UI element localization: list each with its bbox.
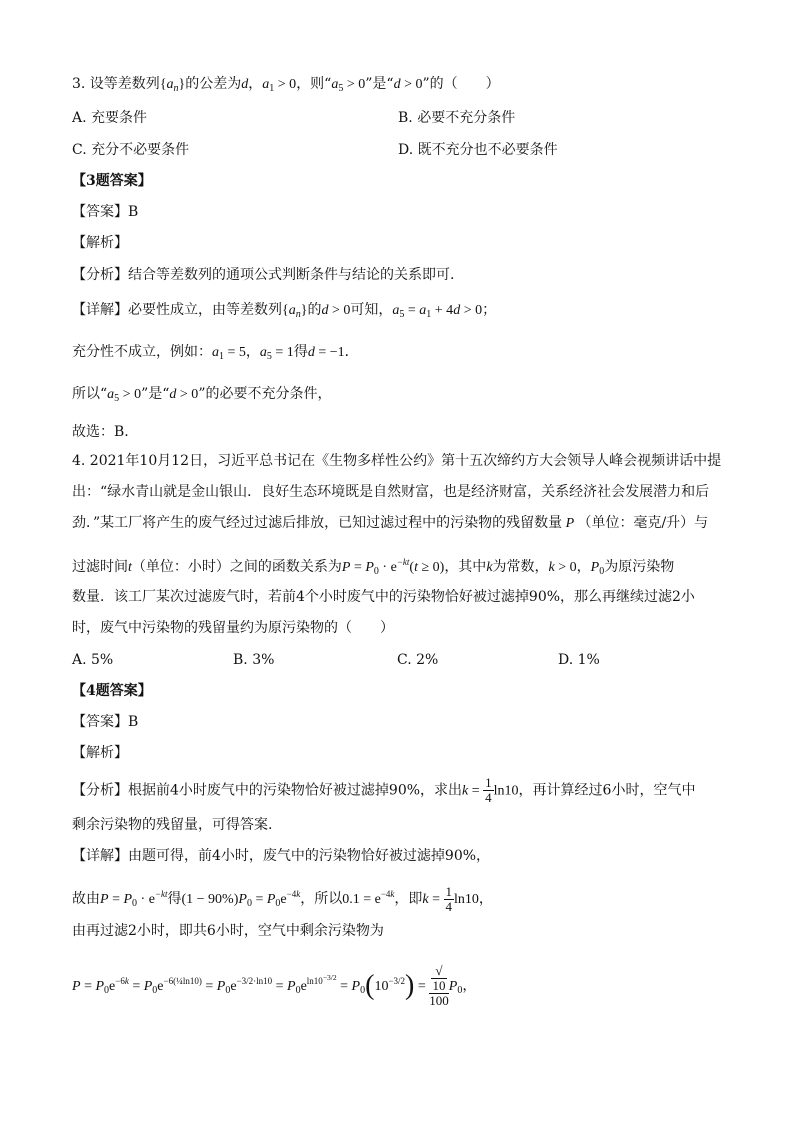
q3-option-a: A. 充要条件 <box>72 110 148 126</box>
q4-gu-text-a: 故由 <box>72 891 100 907</box>
q3-option-d: D. 既不充分也不必要条件 <box>398 142 558 158</box>
q3-concl-text-c: ”的必要不充分条件， <box>198 386 332 402</box>
q3-sufficiency: 充分性不成立，例如：$a_1 = 5$，$a_5 = 1$得d = −1． <box>72 344 359 362</box>
q3-conclusion: 所以“$a_5 > 0$”是“d > 0”的必要不充分条件， <box>72 386 332 404</box>
q4-analysis: 【分析】根据前4小时废气中的污染物恰好被过滤掉90%，求出k = $\frac{1}{4}$ ln10，再计算经过6小时，空气中 <box>72 775 696 805</box>
q4-option-c: C. 2% <box>397 652 439 668</box>
q4-stem-line6: 时，废气中污染物的残留量约为原污染物的（ ） <box>72 620 394 636</box>
q4-option-a: A. 5% <box>72 652 114 668</box>
q4-gu-text-e: ， <box>478 891 493 907</box>
q3-concl-text-a: 所以“ <box>72 386 108 402</box>
q3-options-row2 <box>72 140 722 160</box>
q3-answer: 【答案】B <box>72 204 139 220</box>
q3-stem-text-b: 的公差为 <box>185 76 242 92</box>
q4-analysis-heading: 【解析】 <box>72 745 128 761</box>
q3-analysis: 【分析】结合等差数列的通项公式判断条件与结论的关系即可. <box>72 267 455 283</box>
q3-stem: 3. 设等差数列$\{a_n\}$的公差为d，$a_1 > 0$，则“$a_5 > 0$”是“d > 0”的（ ） <box>72 76 500 94</box>
q3-detail-text-d: ； <box>482 302 497 318</box>
q4-l4-text-c: ，其中 <box>444 559 487 575</box>
q4-l4-text-e: ， <box>576 559 591 575</box>
q3-suff-text-d: ． <box>344 344 359 360</box>
q4-option-b: B. 3% <box>233 652 275 668</box>
q4-detail: 【详解】由题可得，前4小时，废气中的污染物恰好被过滤掉90%， <box>72 848 491 864</box>
q4-fx-text-b: ，再计算经过6小时，空气中 <box>518 782 696 799</box>
q4-stem-line3: 劲．”某工厂将产生的废气经过过滤后排放，已知过滤过程中的污染物的残留数量 P （单位：毫克/升）与 <box>72 515 709 531</box>
q4-final-end: ， <box>462 978 477 994</box>
q4-analysis-cont: 剩余污染物的残留量，可得答案. <box>72 817 273 833</box>
q3-option-c: C. 充分不必要条件 <box>72 142 190 158</box>
q3-detail-text-c: 可知， <box>350 302 393 318</box>
q4-stem-line5: 数量．该工厂某次过滤废气时，若前4个小时废气中的污染物恰好被过滤掉90%，那么再继续过滤2小 <box>72 589 695 605</box>
q4-l3-text-b: （单位：毫克/升）与 <box>577 515 709 531</box>
fraction-one-quarter-2: $\frac{1}{4}$ <box>445 883 453 914</box>
q3-suff-text-c: 得 <box>293 344 308 360</box>
q4-answer-heading: 【4题答案】 <box>72 683 152 699</box>
q3-option-b: B. 必要不充分条件 <box>398 110 516 126</box>
q4-stem-line2: 出：“绿水青山就是金山银山．良好生态环境既是自然财富，也是经济财富，关系经济社会发展潜力和后 <box>72 484 710 500</box>
q3-stem-text-c: ， <box>248 76 263 92</box>
q4-option-d: D. 1% <box>558 652 600 668</box>
q4-derivation: 故由$P = P_0 \cdot e^{-kt}$得$(1 - 90\%)P_0 = P_0e^{-4k}$，所以$0.1 = e^{-4k}$，即k = $\frac{1}{4}$ ln10， <box>72 883 493 914</box>
fraction-sqrt10-over-100: √ 10 100 <box>429 963 449 1008</box>
q4-fx-text-a: 【分析】根据前4小时废气中的污染物恰好被过滤掉90%，求出 <box>72 782 463 799</box>
q3-answer-heading: 【3题答案】 <box>72 173 152 189</box>
q4-answer: 【答案】B <box>72 714 139 730</box>
q4-final-formula: $P = P_0e^{-6k} = P_0e^{-6(\frac{1}{4}ln10)} = P_0e^{-3/2\cdot ln10} = P_0e^{ln10^{-3/2}} = P_0(10^{-3/2})$ = √ 10 100 $P_0$， <box>72 963 477 1008</box>
q3-stem-text: 3. 设等差数列 <box>72 76 160 92</box>
q4-gu-text-d: ，即 <box>394 891 423 907</box>
q3-stem-text-e: ”是“ <box>365 76 394 92</box>
q3-detail-text-b: 的 <box>307 302 322 318</box>
q4-stem-line1: 4. 2021年10月12日，习近平总书记在《生物多样性公约》第十五次缔约方大会领导人峰会视频讲话中提 <box>72 453 722 469</box>
q3-detail: 【详解】必要性成立，由等差数列$\{a_n\}$的d > 0可知，$a_5 = a_1 + 4d > 0$； <box>72 302 497 320</box>
q3-analysis-heading: 【解析】 <box>72 235 128 251</box>
q3-stem-text-d: ，则“ <box>296 76 332 92</box>
q3-concl-text-b: ”是“ <box>141 386 170 402</box>
q3-stem-text-f: ”的（ ） <box>422 76 500 92</box>
fraction-one-quarter: $\frac{1}{4}$ <box>485 775 492 805</box>
q3-choice: 故选：B. <box>72 424 129 440</box>
q3-detail-text-a: 【详解】必要性成立，由等差数列 <box>72 302 282 318</box>
q4-gu-text-b: 得 <box>167 891 182 907</box>
q4-options <box>72 650 722 670</box>
q4-remaining-intro: 由再过滤2小时，即共6小时，空气中剩余污染物为 <box>72 923 384 939</box>
q4-stem-line4: 过滤时间t（单位：小时）之间的函数关系为$P = P_0 \cdot e^{-kt}(t \ge 0)$，其中k为常数，k > 0，$P_0$为原污染物 <box>72 557 675 577</box>
q4-l4-text-b: （单位：小时）之间的函数关系为 <box>131 559 342 575</box>
q3-suff-text-a: 充分性不成立，例如： <box>72 344 212 360</box>
q4-l3-text-a: 劲．”某工厂将产生的废气经过过滤后排放，已知过滤过程中的污染物的残留数量 <box>72 515 563 531</box>
q4-l4-text-a: 过滤时间 <box>72 559 128 575</box>
q3-options-row1 <box>72 108 722 128</box>
q4-l4-text-f: 为原污染物 <box>604 559 675 575</box>
q3-suff-text-b: ， <box>245 344 260 360</box>
q4-l4-text-d: 为常数， <box>492 559 549 575</box>
q4-gu-text-c: ，所以 <box>300 891 343 907</box>
